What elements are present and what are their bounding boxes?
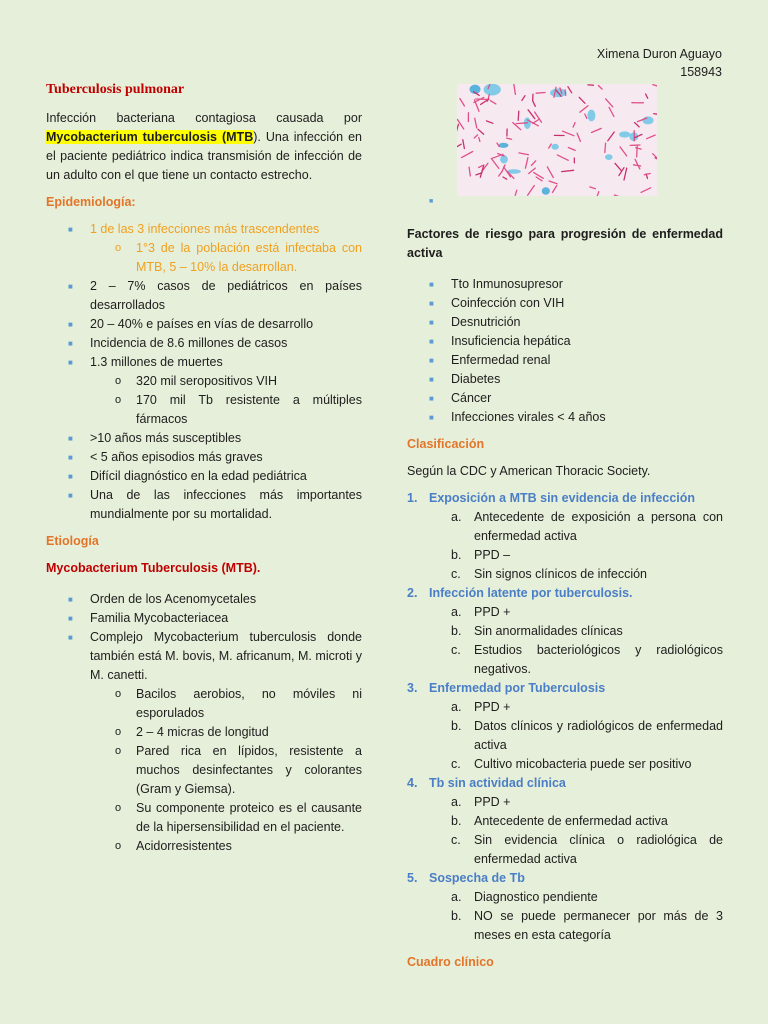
etiology-sublist [90,685,362,856]
classification-subitem-letter: b. [451,909,462,923]
bacillus [525,158,528,169]
risk-factor-item [407,408,723,427]
stained-cell [499,143,509,148]
epidemiology-sublist [90,239,362,277]
document-title: Tuberculosis pulmonar [46,82,185,97]
etiology-item [46,609,362,628]
bacillus [533,101,536,107]
bacillus [518,111,519,120]
bacillus [503,177,507,179]
classification-subitem-text: Datos clínicos y radiológicos de enfermedad activa [474,719,723,752]
classification-subitem [407,755,723,774]
classification-item [407,869,723,945]
bacillus [644,174,650,175]
etiology-item-text: Complejo Mycobacterium tuberculosis donde también está M. bovis, M. africanum, M. microti y M. canetti. [90,630,362,682]
risk-factor-item [407,313,723,332]
risk-factor-item-text: Enfermedad renal [451,353,551,367]
intro-highlight: Mycobacterium tuberculosis (MTB [46,130,254,144]
micrograph-illustration [457,84,657,196]
epidemiology-item [46,277,362,315]
classification-subitem-text: Sin evidencia clínica o radiológica de enfermedad activa [474,833,723,866]
left-column [46,80,362,862]
bacillus [579,97,585,103]
epidemiology-subitem: o 1°3 de la población está infectaba con MTB, 5 – 10% la desarrollan. [90,239,362,277]
epidemiology-heading: Epidemiología: [46,195,136,209]
classification-subitem-text: Cultivo micobacteria puede ser positivo [474,757,692,771]
epidemiology-item [46,353,362,429]
classification-subitem-letter: a. [451,890,462,904]
classification-subitem-letter: c. [451,567,461,581]
bacillus [469,167,470,176]
classification-subitem-text: PPD + [474,605,511,619]
bacillus [605,143,606,152]
etiology-list [46,590,362,856]
stained-cell [551,144,558,150]
image-bullet: ■ [429,198,434,205]
classification-subitem-letter: b. [451,719,462,733]
bacillus [653,85,657,88]
epidemiology-item-text: 1 de las 3 infecciones más trascendentes [90,222,320,236]
epidemiology-item-text: Una de las infecciones más importantes mundialmente por su mortalidad. [90,488,362,521]
risk-factor-item-text: Tto Inmunosupresor [451,277,563,291]
classification-number: 2. [407,586,418,600]
classification-label-text: Exposición a MTB sin evidencia de infección [429,491,696,505]
stained-cell [587,110,595,122]
classification-label-text: Tb sin actividad clínica [429,776,566,790]
risk-factor-item [407,351,723,370]
bacillus [519,153,528,155]
risk-factor-item [407,294,723,313]
risk-factor-item-text: Diabetes [451,372,501,386]
bacillus [646,94,648,98]
bacillus [592,128,602,132]
classification-number: 4. [407,776,418,790]
epidemiology-item [46,334,362,353]
bacillus [568,148,575,151]
classification-subitem-letter: a. [451,605,462,619]
bacillus [479,138,480,142]
classification-item [407,584,723,679]
classification-item [407,679,723,774]
classification-subitem [407,565,723,584]
stained-cell [542,187,550,194]
epidemiology-item-text: Difícil diagnóstico en la edad pediátrica [90,469,307,483]
bacillus [590,187,596,189]
classification-sublist [407,888,723,945]
bacillus [516,123,527,124]
classification-subitem [407,793,723,812]
bacillus [522,96,525,101]
bacillus [615,163,621,170]
bacillus [490,101,496,104]
bacillus [462,152,473,158]
epidemiology-item [46,486,362,524]
bacillus [533,119,540,123]
epidemiology-list [46,220,362,524]
risk-factor-item [407,332,723,351]
classification-subitem-letter: a. [451,795,462,809]
epidemiology-item-text: 2 – 7% casos de pediátricos en países desarrollados [90,279,362,312]
risk-factor-item-text: Coinfección con VIH [451,296,565,310]
classification-subitem-text: Diagnostico pendiente [474,890,598,904]
classification-label-text: Sospecha de Tb [429,871,525,885]
bacillus [534,173,544,179]
bacillus [457,124,458,132]
classification-number: 5. [407,871,418,885]
etiology-subitem: o Pared rica en lípidos, resistente a muchos desinfectantes y colorantes (Gram y Giemsa). [90,742,362,799]
risk-factor-item [407,370,723,389]
bacillus [598,86,602,90]
bacillus [565,90,566,95]
classification-subitem [407,546,723,565]
etiology-subitem: o Acidorresistentes [90,837,362,856]
bacillus [514,84,516,94]
classification-label [407,774,723,793]
intro-pre: Infección bacteriana contagiosa causada por [46,111,362,125]
risk-factor-item-text: Insuficiencia hepática [451,334,571,348]
classification-subitem [407,698,723,717]
classification-sublist [407,508,723,584]
classification-subitem [407,831,723,869]
bacillus [547,167,553,178]
risk-factor-item-text: Cáncer [451,391,492,405]
classification-label [407,679,723,698]
bacillus [553,186,557,193]
classification-subitem-letter: c. [451,757,461,771]
classification-subitem-letter: b. [451,548,462,562]
bacillus [486,121,493,123]
bacillus [549,144,552,148]
epidemiology-item-text: 1.3 millones de muertes [90,355,223,369]
etiology-subheading: Mycobacterium Tuberculosis (MTB). [46,561,261,575]
bacillus [475,118,477,128]
bacillus [460,99,465,106]
classification-sublist [407,698,723,774]
bacillus [615,195,623,196]
epidemiology-item [46,467,362,486]
bacillus [637,146,638,157]
bacillus [507,138,512,139]
etiology-item-text: Orden de los Acenomycetales [90,592,257,606]
bacillus [474,97,484,102]
risk-factor-item-text: Desnutrición [451,315,521,329]
bacillus [568,87,572,93]
bacillus [606,99,613,107]
bacillus [647,135,656,139]
author-name: Ximena Duron Aguayo [596,47,722,61]
classification-subitem-letter: a. [451,700,462,714]
classification-number: 3. [407,681,418,695]
etiology-subitem: o Bacilos aerobios, no móviles ni esporulados [90,685,362,723]
bacillus [609,107,614,116]
classification-item [407,489,723,584]
classification-subitem-text: PPD + [474,795,511,809]
epidemiology-subitem: o 170 mil Tb resistente a múltiples fármacos [90,391,362,429]
classification-subitem-text: Antecedente de exposición a persona con enfermedad activa [474,510,723,543]
risk-factor-item-text: Infecciones virales < 4 años [451,410,606,424]
bacillus [654,114,657,116]
risk-factor-item [407,389,723,408]
etiology-subitem: o 2 – 4 micras de longitud [90,723,362,742]
classification-subitem [407,907,723,945]
micrograph-image [457,84,657,196]
etiology-item [46,590,362,609]
bacillus [596,192,598,196]
classification-subitem [407,717,723,755]
epidemiology-item-text: Incidencia de 8.6 millones de casos [90,336,288,350]
epidemiology-item [46,429,362,448]
bacillus [635,123,639,127]
risk-factor-item [407,275,723,294]
classification-label [407,869,723,888]
stained-cell [484,84,501,96]
bacillus [528,110,535,119]
bacillus [635,159,640,169]
epidemiology-item-text: >10 años más susceptibles [90,431,242,445]
bacillus [528,186,535,196]
epidemiology-item [46,220,362,277]
epidemiology-item [46,315,362,334]
bacillus [478,129,484,134]
bacillus [641,188,651,193]
bacillus [474,135,477,138]
bacillus [557,155,568,160]
stained-cell [642,116,653,124]
classification-sublist [407,793,723,869]
etiology-heading: Etiología [46,534,99,548]
classification-intro: Según la CDC y American Thoracic Society. [407,464,651,478]
classification-subitem [407,888,723,907]
etiology-item [46,628,362,856]
epidemiology-item [46,448,362,467]
classification-label [407,584,723,603]
risk-factors-list [407,275,723,427]
classification-subitem-letter: a. [451,510,462,524]
bacillus [573,123,575,128]
classification-subitem-letter: c. [451,833,461,847]
classification-subitem [407,641,723,679]
classification-subitem [407,603,723,622]
bacillus [624,168,627,180]
classification-subitem-text: NO se puede permanecer por más de 3 meses en esta categoría [474,909,723,942]
bacillus [577,133,580,141]
author-block [597,45,722,81]
intro-post: ). Una infección en el paciente pediátrico indica transmisión de infección de un adulto con el que tiene un contacto estrecho. [46,130,362,182]
bacillus [479,166,483,168]
bacillus [580,106,588,113]
epidemiology-item-text: < 5 años episodios más graves [90,450,263,464]
classification-label [407,489,723,508]
bacillus [549,181,557,184]
classification-subitem [407,812,723,831]
epidemiology-item-text: 20 – 40% e países en vías de desarrollo [90,317,314,331]
etiology-item-text: Familia Mycobacteriacea [90,611,229,625]
classification-number: 1. [407,491,418,505]
classification-heading: Clasificación [407,437,485,451]
classification-label-text: Enfermedad por Tuberculosis [429,681,606,695]
bacillus [457,144,461,150]
bacillus [515,190,517,195]
classification-list [407,489,723,945]
stained-cell [605,154,613,160]
epidemiology-sublist [90,372,362,429]
intro-paragraph [46,109,362,185]
bacillus [585,114,587,118]
etiology-subitem: o Su componente proteico es el causante de la hipersensibilidad en el paciente. [90,799,362,837]
bacillus [463,140,465,149]
classification-subitem [407,622,723,641]
classification-item [407,774,723,869]
classification-subitem-letter: c. [451,643,461,657]
classification-subitem-text: Sin anormalidades clínicas [474,624,623,638]
epidemiology-subitem: o 320 mil seropositivos VIH [90,372,362,391]
classification-subitem-text: Sin signos clínicos de infección [474,567,648,581]
classification-subitem-letter: b. [451,624,462,638]
right-column [407,80,723,980]
classification-subitem-text: Antecedente de enfermedad activa [474,814,668,828]
bacillus [536,93,545,94]
classification-subitem-text: PPD + [474,700,511,714]
bacillus [562,170,574,171]
bacillus [608,132,614,141]
classification-subitem-text: Estudios bacteriológicos y radiológicos negativos. [474,643,723,676]
classification-sublist [407,603,723,679]
stained-cell [619,131,630,137]
clinical-picture-heading: Cuadro clínico [407,955,494,969]
classification-subitem [407,508,723,546]
author-id: 158943 [680,65,722,79]
bacillus [492,160,499,169]
bacillus [531,161,535,166]
risk-factors-title: Factores de riesgo para progresión de enfermedad activa [407,227,723,260]
classification-label-text: Infección latente por tuberculosis. [429,586,633,600]
classification-subitem-letter: b. [451,814,462,828]
classification-subitem-text: PPD – [474,548,511,562]
bacillus [634,165,641,166]
bacillus [620,147,627,156]
